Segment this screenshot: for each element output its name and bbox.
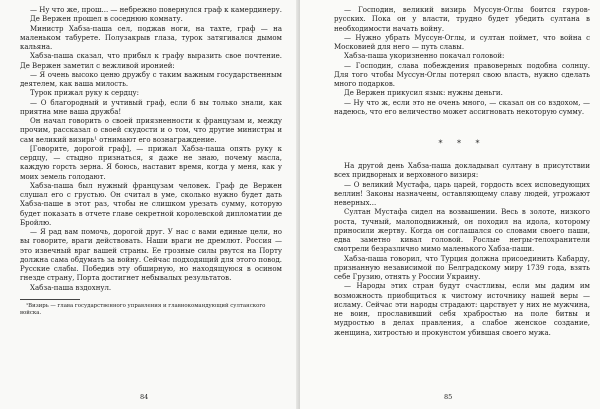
paragraph: Де Вержен прикусил язык: нужны деньги.	[344, 89, 503, 98]
paragraph: — Народы этих стран будут счастливы, если мы дадим им возможность приобщиться к чистому источнику нашей веры — исламу. Сейчас эти народы страдают: царствует у них не мужчина, не воин, прославивший себя храбростью на поле битвы и мудростью в делах правления, а слабое женское создание, женщина, хитростью и прокунстом убившая своего мужа.	[334, 282, 590, 337]
paragraph: — Господин, слава побеждения правоверных подобна солнцу. Для того чтобы Муссун-Оглы потерял свою власть, нужно сделать много подарков.	[334, 61, 590, 88]
paragraph: [Говорите, дорогой граф], — прижал Хабза-паша опять руку к сердцу, — стыдно признаться, я даже не знаю, почему масла, каждую горсть зерна. Я боюсь, наставит время, когда у меня, как у моих земель голодают.	[20, 144, 282, 181]
paragraph: — Господин, великий визирь Муссун-Оглы боится гяуров-русских. Пока он у власти, трудно будет убедить султана в необходимости начать войну.	[334, 6, 590, 33]
paragraph: Хабза-паша сказал, что прибыл к графу выразить свое почтение. Де Вержен заметил с вежливой иронией:	[20, 52, 282, 70]
paragraph: Он начал говорить о своей приязненности к французам и, между прочим, рассказал о своей скудости и о том, что другие министры и сам великий визирь¹ отнимают его вознаграждение.	[20, 117, 282, 144]
footnote: ¹Визирь — глава государственного управления и главнокомандующий султанского войска.	[20, 302, 266, 316]
paragraph: — Ну что же, прош... — небрежно повернулся граф к камердинеру.	[30, 6, 282, 14]
paragraph: Хабза-паша укоризненно покачал головой:	[344, 52, 505, 61]
page-number-right: 85	[444, 393, 453, 401]
footnote-rule	[20, 299, 80, 300]
paragraph: Турок прижал руку к сердцу:	[30, 89, 139, 98]
paragraph: — Ну что ж, если это не очень много, — сказал он со вздохом, — надеюсь, что его величество может ассигновать некоторую сумму.	[334, 98, 590, 116]
paragraph: Министр Хабза-паша сел, поджав ноги, на тахте, граф — на маленьком табурете. Полузакрыв глаза, турок затягивался дымом кальяна.	[20, 24, 282, 51]
paragraph: — Нужно убрать Муссун-Оглы, и султан поймет, что война с Московией для него — путь славы.	[334, 33, 590, 51]
right-page	[300, 0, 600, 409]
paragraph: Де Вержен прошел в соседнюю комнату.	[30, 15, 183, 24]
paragraph: Хабза-паша говорил, что Турция должна присоединить Кабарду, признанную независимой по Белградскому миру 1739 года, взять себе Грузию, отнять у России Украину.	[334, 254, 590, 281]
paragraph: — Я очень высоко ценю дружбу с таким важным государственным деятелем, как ваша милость.	[20, 70, 282, 88]
paragraph: Султан Мустафа сидел на возвышении. Весь в золоте, низкого роста, тучный, малоподвижный, он походил на идола, которому приносили жертву. Когда он соглашался со словами своего паши, едва заметно кивал головой. Рослые негры-телохранители смотрели безразлично мимо маленького Хабза-паши.	[334, 208, 590, 254]
page-number-left: 84	[140, 393, 149, 401]
right-page-text	[334, 6, 590, 338]
paragraph: На другой день Хабза-паша докладывал султану в присутствии всех придворных и верховного визиря:	[334, 162, 590, 180]
paragraph: Хабза-паша вздохнул.	[30, 283, 112, 292]
paragraph: — О благородный и учтивый граф, если б вы только знали, как приятна мне ваша дружба!	[20, 98, 282, 116]
paragraph: — Я рад вам помочь, дорогой друг. У нас с вами единые цели, но вы говорите, враги действовать. Наши враги не дремлют. Россия — это извечный враг вашей страны. Ее грозные силы рвутся на Порту должна сама обдумать за войну. Сейчас подходящий для этого повод. Русские слабы. Победив эту обширную, но находящуюся в осином гнезде страну, Порта достигнет небывалых результатов.	[20, 228, 282, 283]
paragraph: — О великий Мустафа, царь царей, гордость всех исповедующих веллин! Законы назначены, оставляющему славу людей, угрожают неверных...	[334, 180, 590, 207]
left-page-text	[20, 6, 282, 317]
section-separator: * * *	[438, 139, 486, 148]
paragraph: Хабза-паша был нужный французам человек. Граф де Вержен слушал его с грустью. Он считал в уме, сколько нужно будет дать Хабза-паше в этот раз, чтобы не слишком урезать сумму, которую будет показать в отчете главе секретной королевской дипломатии де Бройлю.	[20, 181, 282, 227]
